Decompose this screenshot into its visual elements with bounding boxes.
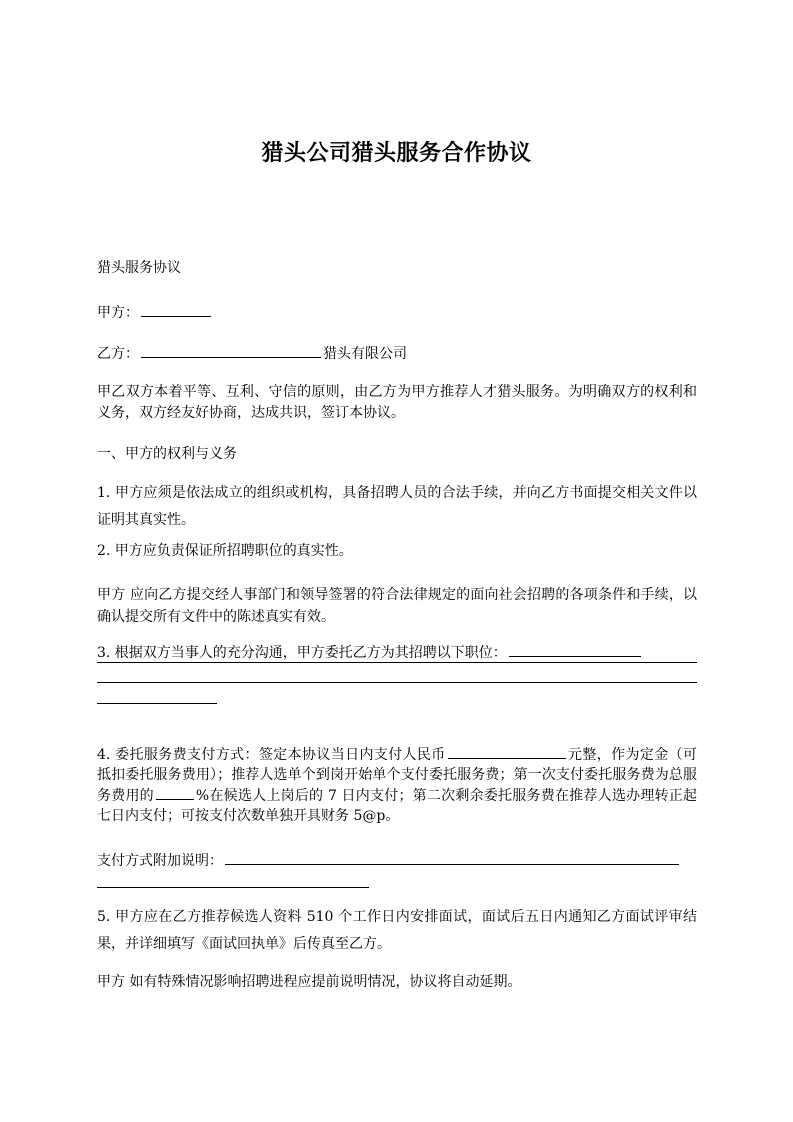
deposit-amount-blank — [448, 744, 566, 759]
party-a-blank — [141, 302, 211, 317]
party-b-line — [97, 343, 407, 365]
payment-note-blank — [225, 850, 679, 865]
clause-4-part3: %在候选人上岗后的 7 日内支付；第二次剩余委托服务费在推荐人选办理转正起七日内支付；可按支付次数单独开具财务 5@p。 — [97, 788, 698, 824]
section1-heading: 一、甲方的权利与义务 — [97, 446, 237, 462]
intro-paragraph: 甲乙双方本着平等、互利、守信的原则，由乙方为甲方推荐人才猎头服务。为明确双方的权利和义务，双方经友好协商，达成共识，签订本协议。 — [97, 384, 697, 421]
party-b-suffix: 猎头有限公司 — [323, 346, 407, 362]
clause-2-note: 甲方 应向乙方提交经人事部门和领导签署的符合法律规定的面向社会招聘的各项条件和手续，以确认提交所有文件中的陈述真实有效。 — [97, 587, 697, 625]
position-line-3 — [97, 703, 217, 704]
position-line-2 — [97, 682, 697, 683]
clause-5: 5. 甲方应在乙方推荐候选人资料 510 个工作日内安排面试，面试后五日内通知乙方面试评审结果，并详细填写《面试回执单》后传真至乙方。 — [97, 909, 697, 952]
clause-5-note: 甲方 如有特殊情况影响招聘进程应提前说明情况，协议将自动延期。 — [97, 974, 522, 990]
payment-note-line — [97, 850, 697, 872]
payment-note-line-2 — [97, 887, 369, 888]
party-b-blank — [141, 343, 321, 358]
document-title: 猎头公司猎头服务合作协议 — [261, 141, 532, 166]
subtitle: 猎头服务协议 — [97, 260, 181, 276]
clause-4 — [97, 744, 697, 826]
clause-1: 1. 甲方应须是依法成立的组织或机构，具备招聘人员的合法手续，并向乙方书面提交相关文件以证明其真实性。 — [97, 485, 697, 528]
party-a-line — [97, 302, 213, 324]
clause-4-part2: 元整，作为定金（可抵扣委托服务费用）；推荐人选单个到岗开始单个支付委托服务费；第一次支付委托服务费为总服务费用的 — [97, 747, 697, 804]
clause-2: 2. 甲方应负责保证所招聘职位的真实性。 — [97, 543, 353, 559]
payment-note-label: 支付方式附加说明： — [97, 853, 223, 869]
clause-4-part1: 4. 委托服务费支付方式：签定本协议当日内支付人民币 — [97, 747, 446, 763]
position-line-1 — [97, 662, 697, 663]
clause-3-line — [97, 642, 697, 664]
clause-3-text: 3. 根据双方当事人的充分沟通，甲方委托乙方为其招聘以下职位： — [97, 645, 507, 661]
party-a-label: 甲方： — [97, 305, 139, 321]
clause-3-blank — [509, 642, 641, 657]
percent-blank — [156, 785, 194, 800]
party-b-label: 乙方： — [97, 346, 139, 362]
